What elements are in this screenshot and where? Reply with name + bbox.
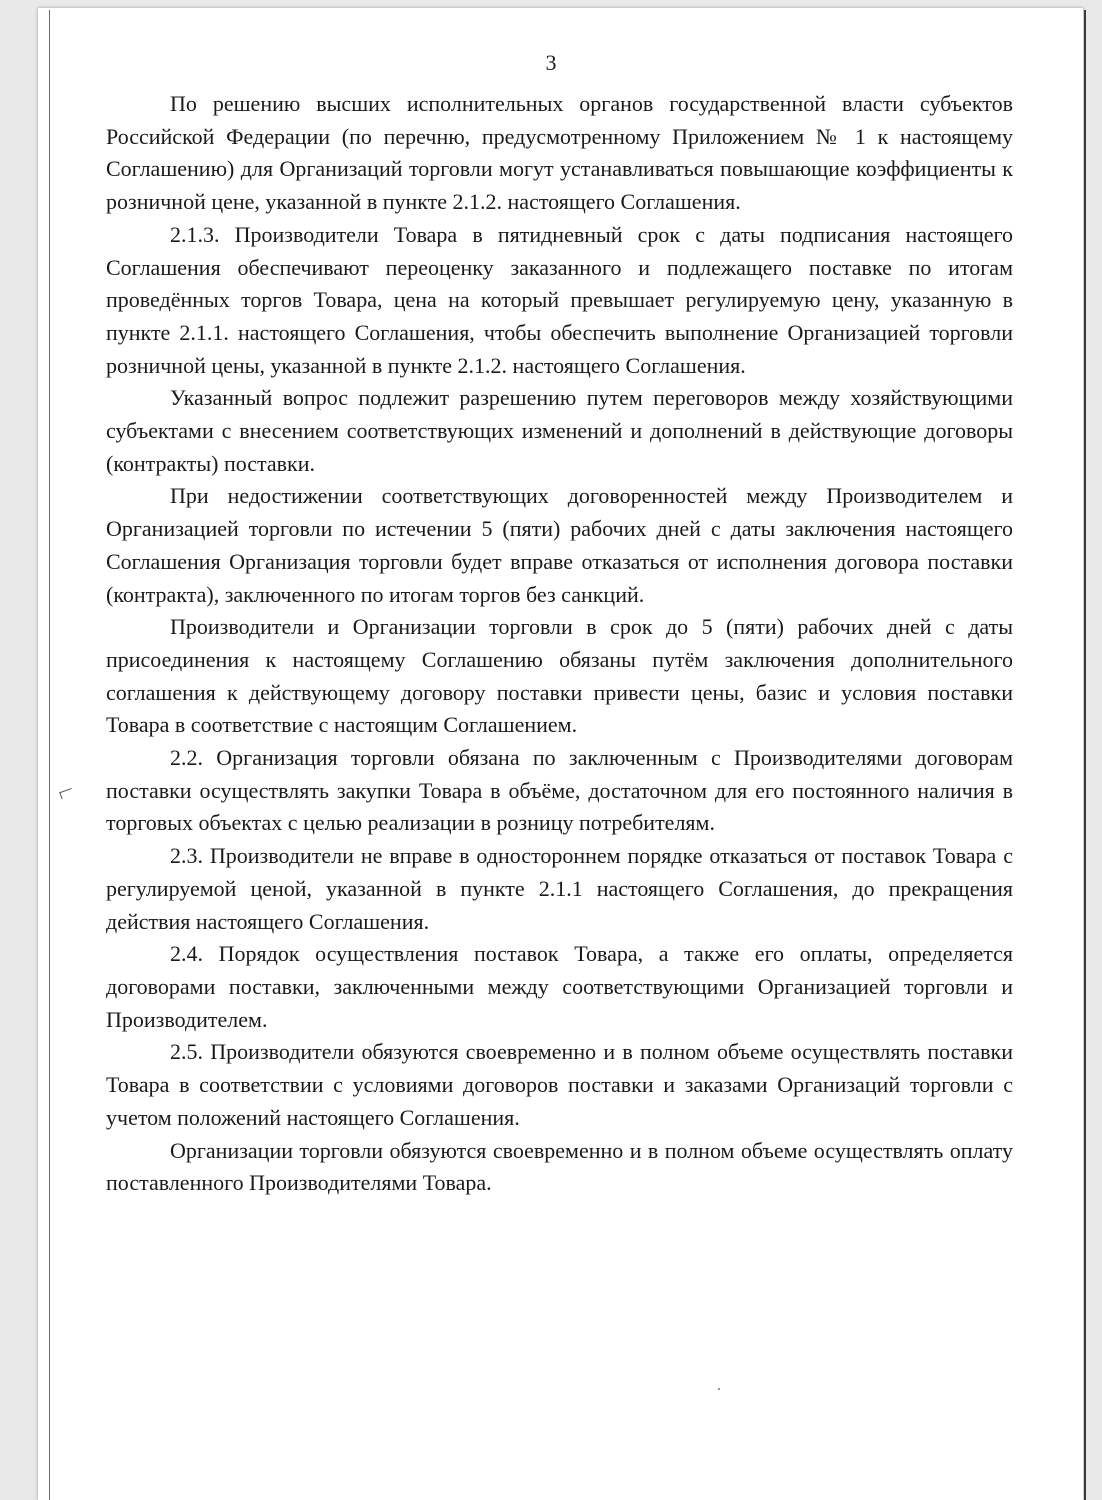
paragraph: Производители и Организации торговли в срок до 5 (пяти) рабочих дней с даты присоединения к настоящему Соглашению обязаны путём заключения дополнительного соглашения к действующему договору поставки привести цены, базис и условия поставки Товара в соответствие с настоящим Соглашением. [106,614,1013,738]
paragraph: 2.5. Производители обязуются своевременно и в полном объеме осуществлять поставки Товара в соответствии с условиями договоров поставки и заказами Организаций торговли с учетом положений настоящего Соглашения. [106,1039,1013,1130]
paragraph: По решению высших исполнительных органов государственной власти субъектов Российской Федерации (по перечню, предусмотренному Приложением № 1 к настоящему Соглашению) для Организаций торговли могут устанавливаться повышающие коэффициенты к розничной цене, указанной в пункте 2.1.2. настоящего Соглашения. [106,91,1013,215]
scan-speck [718,1388,720,1390]
paragraph: При недостижении соответствующих договоренностей между Производителем и Организацией торговли по истечении 5 (пяти) рабочих дней с даты заключения настоящего Соглашения Организация торговли будет вправе отказаться от исполнения договора поставки (контракта), заключенного по итогам торгов без санкций. [106,483,1013,607]
document-body [106,88,1013,1200]
paragraph: 2.2. Организация торговли обязана по заключенным с Производителями договорам поставки осуществлять закупки Товара в объёме, достаточном для его постоянного наличия в торговых объектах с целью реализации в розницу потребителям. [106,745,1013,836]
page-right-edge [1084,10,1086,1500]
paragraph: 2.1.3. Производители Товара в пятидневный срок с даты подписания настоящего Соглашения обеспечивают переоценку заказанного и подлежащего поставке по итогам проведённых торгов Товара, цена на который превышает регулируемую цену, указанную в пункте 2.1.1. настоящего Соглашения, чтобы обеспечить выполнение Организацией торговли розничной цены, указанной в пункте 2.1.2. настоящего Соглашения. [106,221,1013,378]
paragraph: 2.3. Производители не вправе в одностороннем порядке отказаться от поставок Товара с регулируемой ценой, указанной в пункте 2.1.1 настоящего Соглашения, до прекращения действия настоящего Соглашения. [106,843,1013,934]
page-number: 3 [545,50,557,75]
paragraph: Указанный вопрос подлежит разрешению путем переговоров между хозяйствующими субъектами с внесением соответствующих изменений и дополнений в действующие договоры (контракты) поставки. [106,385,1013,476]
page-left-edge [49,10,50,1500]
paragraph: Организации торговли обязуются своевременно и в полном объеме осуществлять оплату поставленного Производителями Товара. [106,1137,1013,1196]
paragraph: 2.4. Порядок осуществления поставок Товара, а также его оплаты, определяется договорами поставки, заключенными между соответствующими Организацией торговли и Производителем. [106,941,1013,1032]
